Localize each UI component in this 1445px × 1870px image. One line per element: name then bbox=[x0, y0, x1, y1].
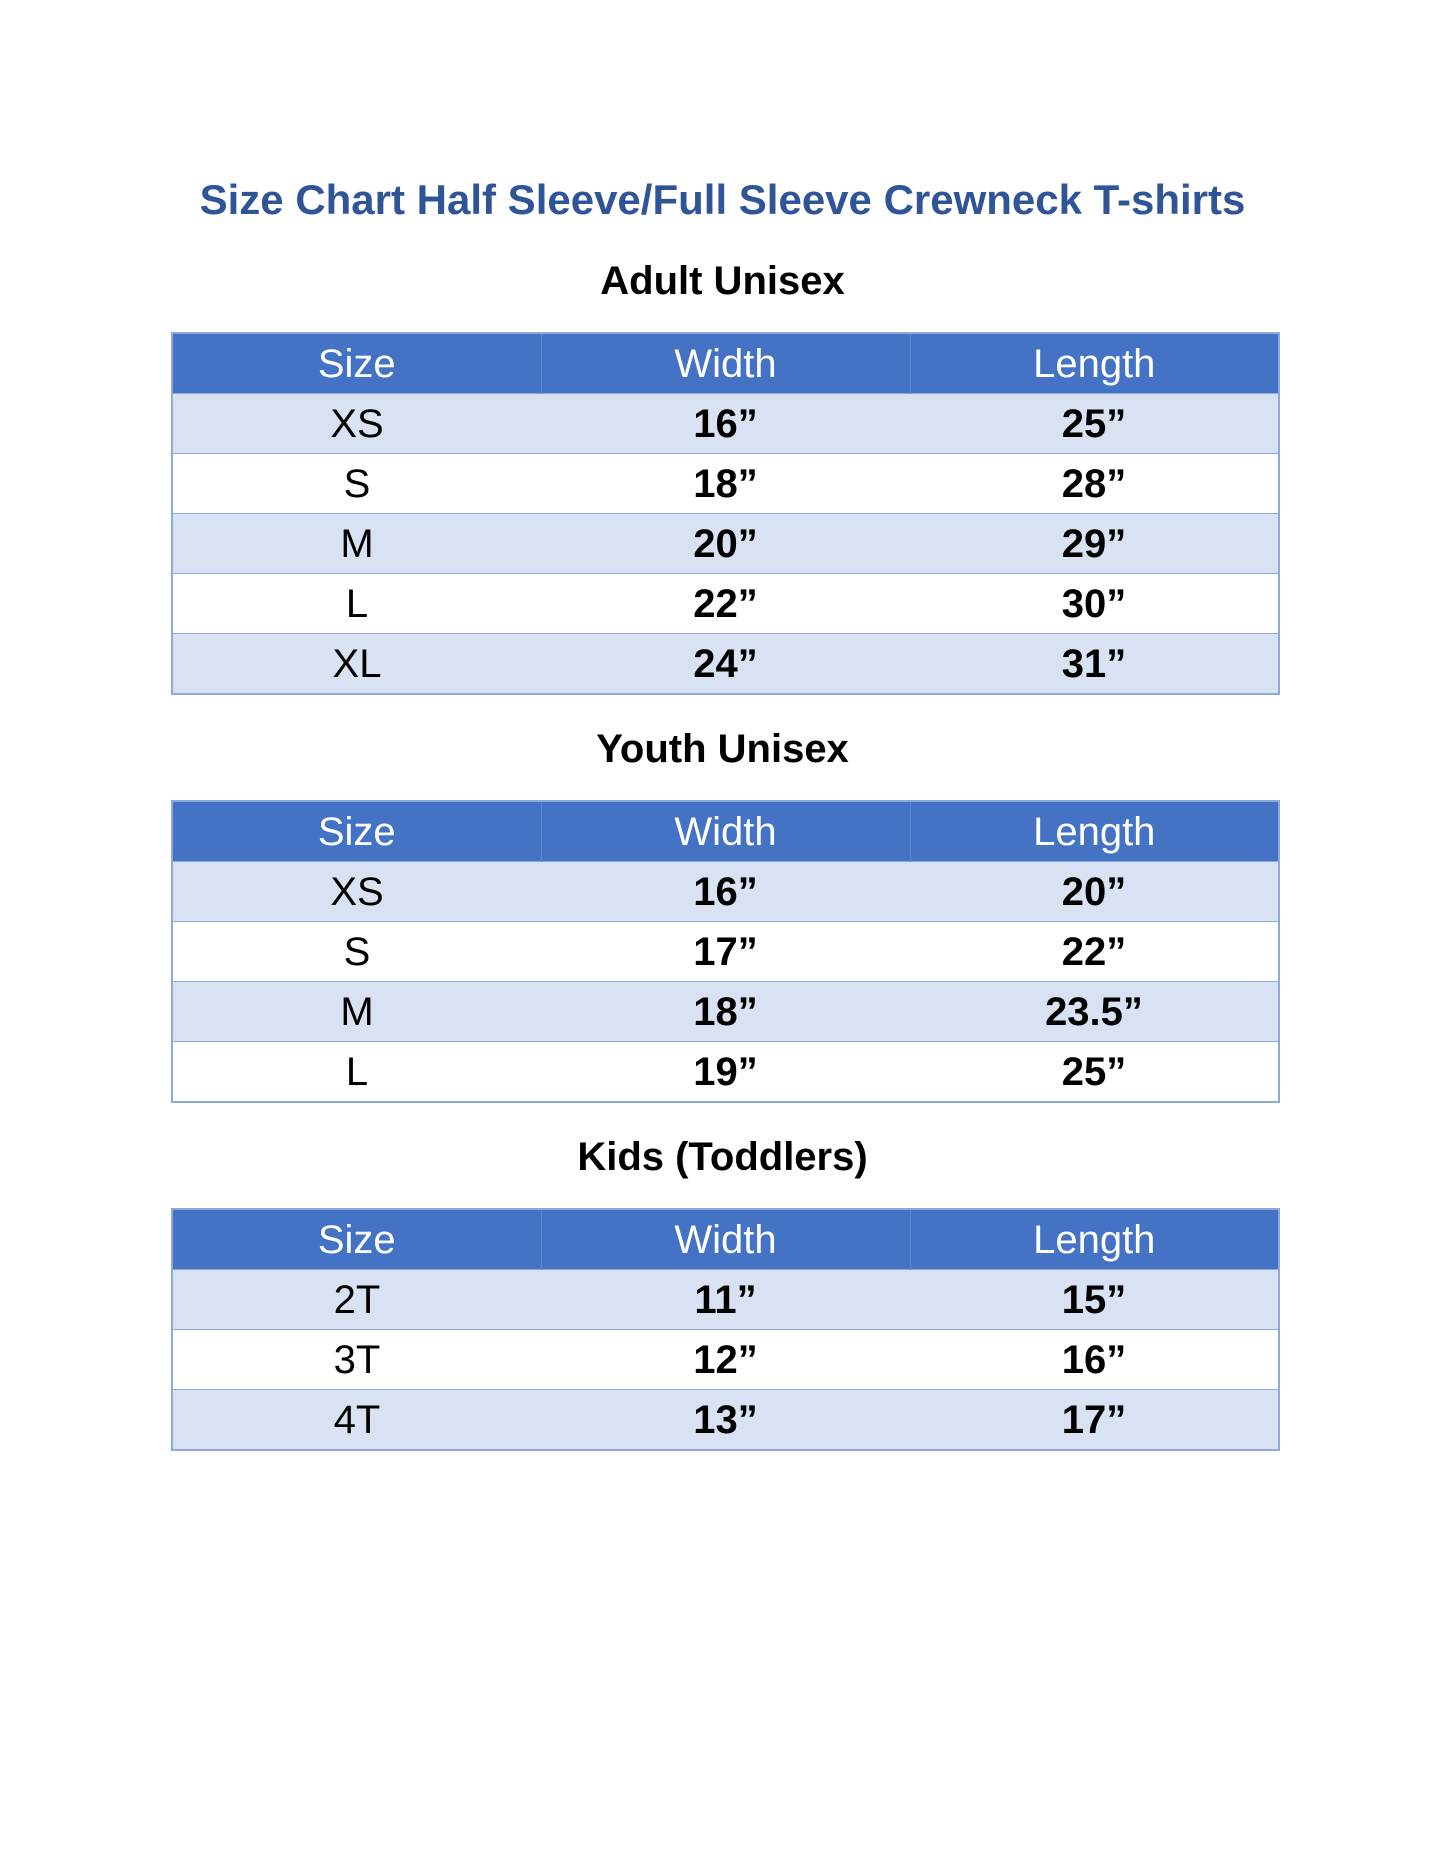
size-cell: XS bbox=[172, 394, 541, 454]
length-cell: 25” bbox=[910, 1042, 1279, 1103]
table-row bbox=[172, 634, 1279, 695]
table-header-row bbox=[172, 1209, 1279, 1270]
width-cell: 16” bbox=[541, 862, 910, 922]
width-cell: 18” bbox=[541, 982, 910, 1042]
table-row bbox=[172, 862, 1279, 922]
width-cell: 24” bbox=[541, 634, 910, 695]
column-header-length: Length bbox=[910, 1209, 1279, 1270]
size-cell: 2T bbox=[172, 1270, 541, 1330]
table-header-row bbox=[172, 801, 1279, 862]
size-cell: 3T bbox=[172, 1330, 541, 1390]
width-cell: 11” bbox=[541, 1270, 910, 1330]
page-title: Size Chart Half Sleeve/Full Sleeve Crewneck T-shirts bbox=[199, 176, 1246, 223]
table-row bbox=[172, 1330, 1279, 1390]
column-header-width: Width bbox=[541, 801, 910, 862]
length-cell: 23.5” bbox=[910, 982, 1279, 1042]
width-cell: 19” bbox=[541, 1042, 910, 1103]
length-cell: 28” bbox=[910, 454, 1279, 514]
table-header-row bbox=[172, 333, 1279, 394]
size-cell: XS bbox=[172, 862, 541, 922]
column-header-size: Size bbox=[172, 801, 541, 862]
size-cell: L bbox=[172, 574, 541, 634]
size-cell: M bbox=[172, 982, 541, 1042]
table-row bbox=[172, 1270, 1279, 1330]
length-cell: 25” bbox=[910, 394, 1279, 454]
width-cell: 13” bbox=[541, 1390, 910, 1451]
column-header-size: Size bbox=[172, 1209, 541, 1270]
section-heading-youth: Youth Unisex bbox=[596, 727, 849, 771]
section-heading-kids: Kids (Toddlers) bbox=[577, 1135, 868, 1179]
table-row bbox=[172, 394, 1279, 454]
length-cell: 31” bbox=[910, 634, 1279, 695]
column-header-size: Size bbox=[172, 333, 541, 394]
length-cell: 20” bbox=[910, 862, 1279, 922]
table-row bbox=[172, 1390, 1279, 1451]
length-cell: 22” bbox=[910, 922, 1279, 982]
table-row bbox=[172, 982, 1279, 1042]
width-cell: 18” bbox=[541, 454, 910, 514]
size-cell: S bbox=[172, 922, 541, 982]
table-row bbox=[172, 514, 1279, 574]
column-header-width: Width bbox=[541, 333, 910, 394]
size-cell: 4T bbox=[172, 1390, 541, 1451]
length-cell: 16” bbox=[910, 1330, 1279, 1390]
width-cell: 12” bbox=[541, 1330, 910, 1390]
size-table-adult bbox=[171, 332, 1280, 695]
size-cell: L bbox=[172, 1042, 541, 1103]
width-cell: 16” bbox=[541, 394, 910, 454]
width-cell: 17” bbox=[541, 922, 910, 982]
length-cell: 30” bbox=[910, 574, 1279, 634]
length-cell: 29” bbox=[910, 514, 1279, 574]
section-heading-adult: Adult Unisex bbox=[600, 259, 845, 303]
column-header-width: Width bbox=[541, 1209, 910, 1270]
size-cell: M bbox=[172, 514, 541, 574]
width-cell: 20” bbox=[541, 514, 910, 574]
table-row bbox=[172, 454, 1279, 514]
size-cell: XL bbox=[172, 634, 541, 695]
length-cell: 17” bbox=[910, 1390, 1279, 1451]
length-cell: 15” bbox=[910, 1270, 1279, 1330]
column-header-length: Length bbox=[910, 801, 1279, 862]
width-cell: 22” bbox=[541, 574, 910, 634]
table-row bbox=[172, 922, 1279, 982]
column-header-length: Length bbox=[910, 333, 1279, 394]
size-cell: S bbox=[172, 454, 541, 514]
table-row bbox=[172, 574, 1279, 634]
table-row bbox=[172, 1042, 1279, 1103]
size-table-kids bbox=[171, 1208, 1280, 1451]
size-table-youth bbox=[171, 800, 1280, 1103]
